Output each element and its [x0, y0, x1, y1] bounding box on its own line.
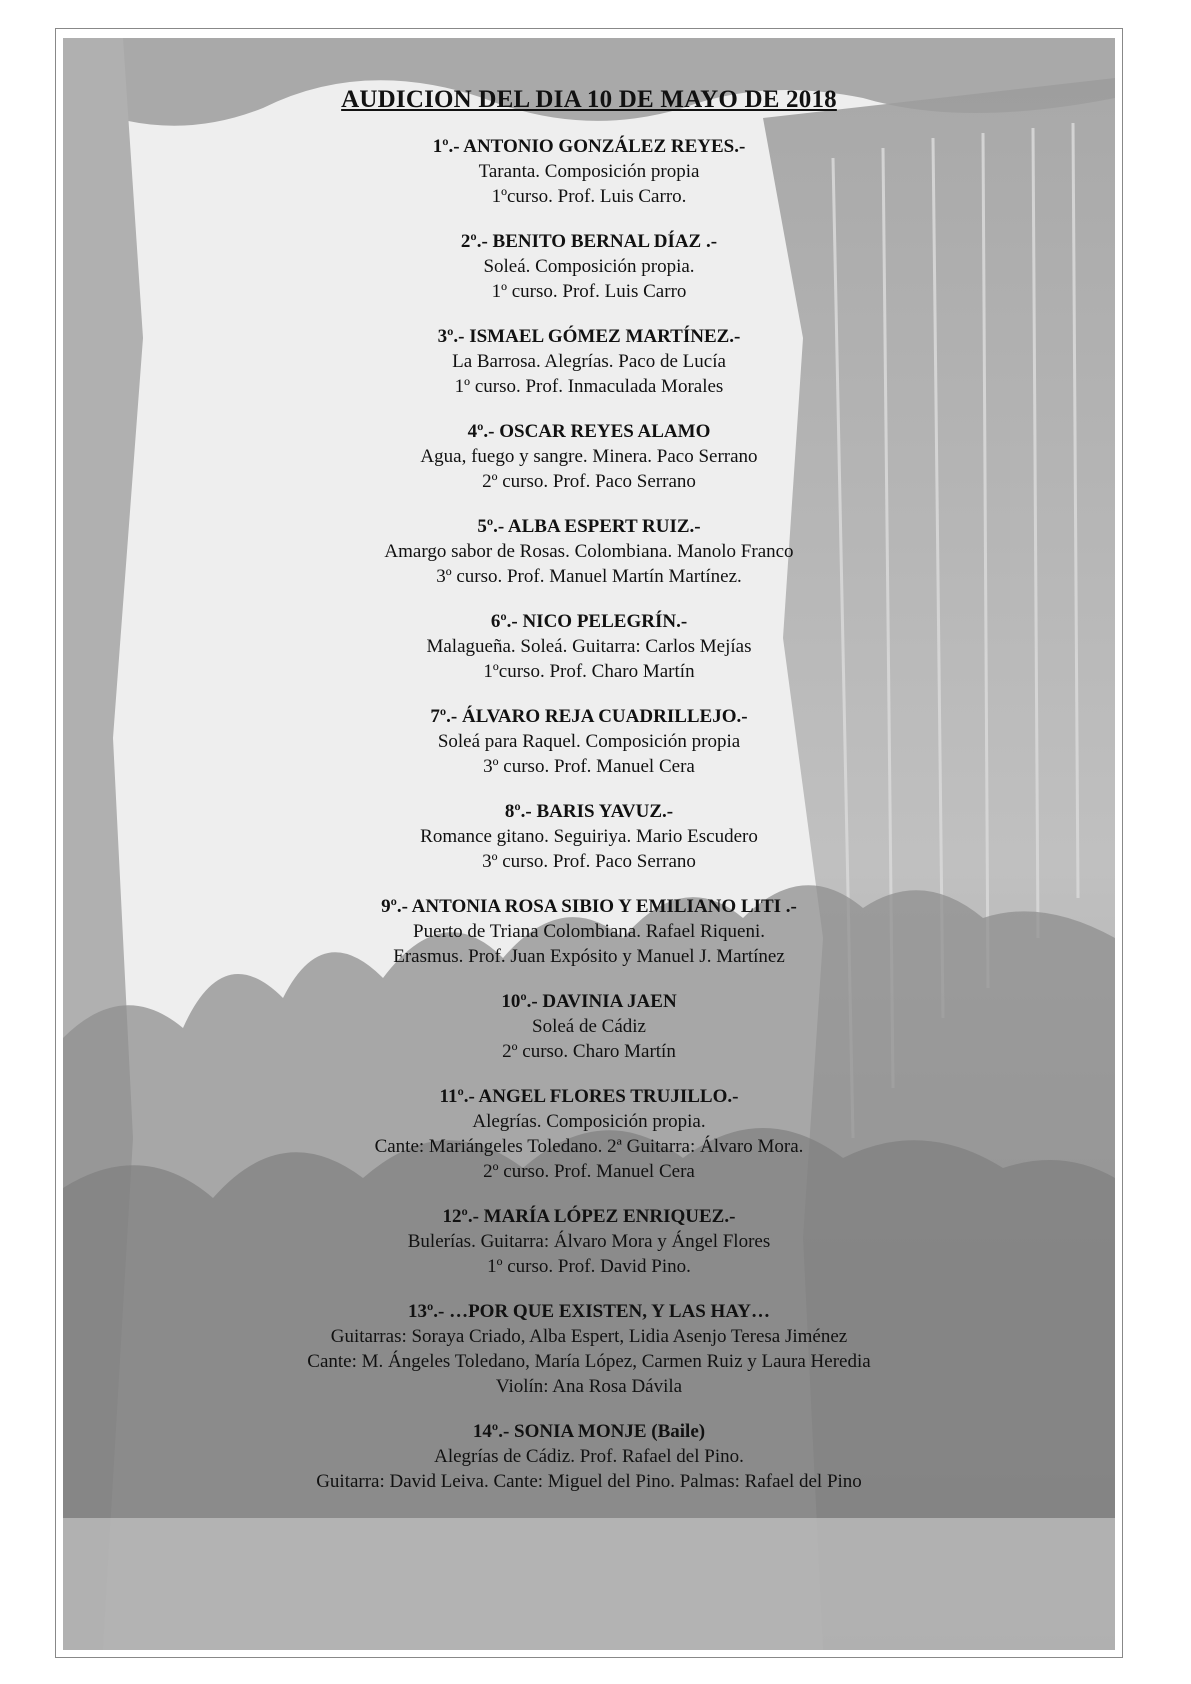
program-entry — [60, 894, 1118, 969]
entry-detail: Agua, fuego y sangre. Minera. Paco Serrano — [420, 446, 758, 467]
entry-detail: Amargo sabor de Rosas. Colombiana. Manolo Franco — [384, 541, 794, 562]
entries-list — [60, 134, 1118, 1494]
entry-detail: Soleá para Raquel. Composición propia — [437, 731, 741, 752]
entry-detail: 3º curso. Prof. Manuel Martín Martínez. — [436, 566, 742, 587]
program-entry — [60, 134, 1118, 209]
entry-detail: Bulerías. Guitarra: Álvaro Mora y Ángel Flores — [407, 1231, 771, 1252]
entry-heading: 13º.- …POR QUE EXISTEN, Y LAS HAY… — [407, 1301, 771, 1322]
entry-heading: 14º.- SONIA MONJE (Baile) — [472, 1421, 706, 1442]
entry-detail: 1ºcurso. Prof. Luis Carro. — [491, 186, 687, 207]
entry-heading: 4º.- OSCAR REYES ALAMO — [467, 421, 711, 442]
entry-detail: Cante: Mariángeles Toledano. 2ª Guitarra: Álvaro Mora. — [374, 1136, 804, 1157]
program-entry — [60, 989, 1118, 1064]
entry-heading: 7º.- ÁLVARO REJA CUADRILLEJO.- — [430, 706, 748, 727]
entry-detail: 3º curso. Prof. Manuel Cera — [483, 756, 695, 777]
entry-detail: La Barrosa. Alegrías. Paco de Lucía — [452, 351, 726, 372]
entry-detail: Violín: Ana Rosa Dávila — [495, 1376, 683, 1397]
entry-detail: 1ºcurso. Prof. Charo Martín — [483, 661, 695, 682]
entry-heading: 12º.- MARÍA LÓPEZ ENRIQUEZ.- — [442, 1206, 736, 1227]
entry-detail: 3º curso. Prof. Paco Serrano — [482, 851, 696, 872]
entry-detail: Puerto de Triana Colombiana. Rafael Riqueni. — [413, 921, 765, 942]
page-title: AUDICION DEL DIA 10 DE MAYO DE 2018 — [341, 86, 837, 113]
entry-detail: 1º curso. Prof. Inmaculada Morales — [454, 376, 724, 397]
entry-heading: 9º.- ANTONIA ROSA SIBIO Y EMILIANO LITI .- — [381, 896, 797, 917]
program-entry — [60, 1299, 1118, 1399]
entry-detail: Malagueña. Soleá. Guitarra: Carlos Mejías — [426, 636, 752, 657]
entry-detail: Guitarra: David Leiva. Cante: Miguel del Pino. Palmas: Rafael del Pino — [316, 1471, 862, 1492]
program-entry — [60, 514, 1118, 589]
entry-heading: 8º.- BARIS YAVUZ.- — [504, 801, 674, 822]
program-entry — [60, 799, 1118, 874]
entry-heading: 10º.- DAVINIA JAEN — [501, 991, 677, 1012]
entry-detail: 1º curso. Prof. David Pino. — [487, 1256, 691, 1277]
entry-detail: 2º curso. Charo Martín — [502, 1041, 676, 1062]
entry-detail: 2º curso. Prof. Manuel Cera — [483, 1161, 695, 1182]
entry-heading: 11º.- ANGEL FLORES TRUJILLO.- — [439, 1086, 739, 1107]
entry-detail: Guitarras: Soraya Criado, Alba Espert, Lidia Asenjo Teresa Jiménez — [330, 1326, 848, 1347]
program-entry — [60, 229, 1118, 304]
entry-detail: 1º curso. Prof. Luis Carro — [491, 281, 687, 302]
program-entry — [60, 1084, 1118, 1184]
entry-detail: Soleá de Cádiz — [532, 1016, 646, 1037]
entry-detail: 2º curso. Prof. Paco Serrano — [482, 471, 696, 492]
program-entry — [60, 419, 1118, 494]
entry-detail: Cante: M. Ángeles Toledano, María López, Carmen Ruiz y Laura Heredia — [307, 1351, 871, 1372]
entry-heading: 2º.- BENITO BERNAL DÍAZ .- — [460, 231, 718, 252]
entry-heading: 5º.- ALBA ESPERT RUIZ.- — [477, 516, 701, 537]
program-entry — [60, 324, 1118, 399]
entry-detail: Alegrías de Cádiz. Prof. Rafael del Pino. — [434, 1446, 744, 1467]
entry-detail: Alegrías. Composición propia. — [472, 1111, 706, 1132]
entry-detail: Romance gitano. Seguiriya. Mario Escudero — [420, 826, 758, 847]
entry-detail: Soleá. Composición propia. — [483, 256, 695, 277]
entry-detail: Taranta. Composición propia — [478, 161, 700, 182]
program-entry — [60, 609, 1118, 684]
program-entry — [60, 704, 1118, 779]
entry-heading: 6º.- NICO PELEGRÍN.- — [490, 611, 688, 632]
entry-heading: 3º.- ISMAEL GÓMEZ MARTÍNEZ.- — [437, 326, 741, 347]
entry-detail: Erasmus. Prof. Juan Expósito y Manuel J. Martínez — [393, 946, 785, 967]
program-entry — [60, 1204, 1118, 1279]
entry-heading: 1º.- ANTONIO GONZÁLEZ REYES.- — [432, 136, 746, 157]
program-entry — [60, 1419, 1118, 1494]
program-content — [60, 86, 1118, 1514]
